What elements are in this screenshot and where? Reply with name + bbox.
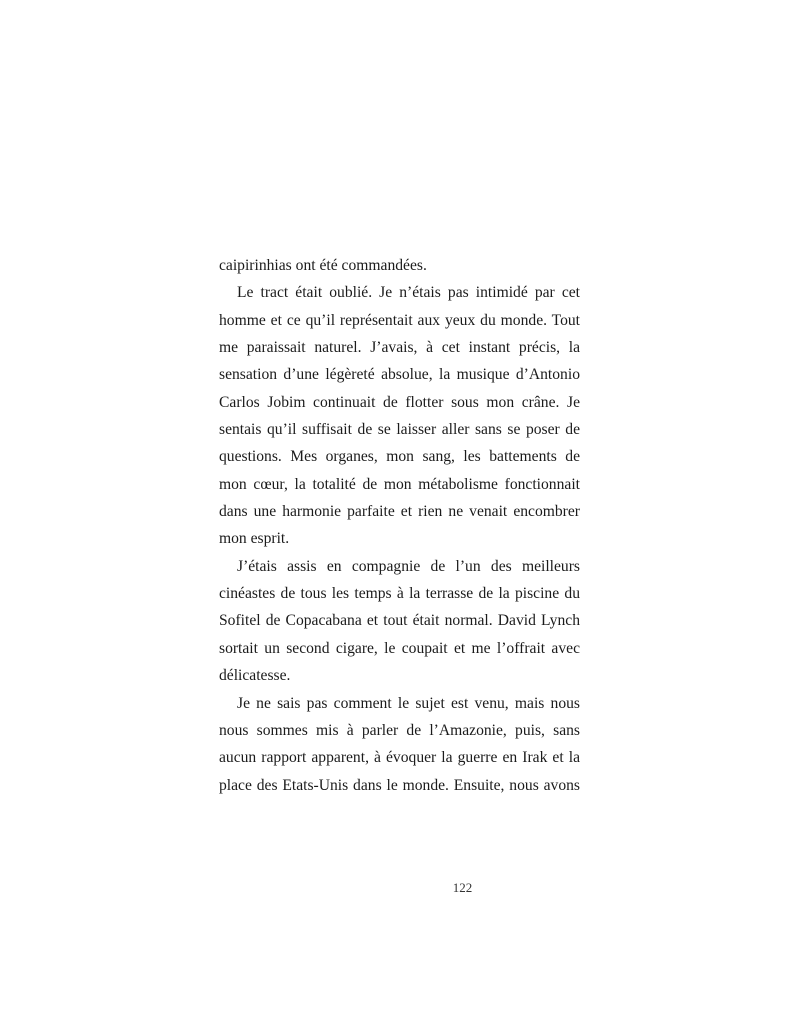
paragraph <box>219 553 580 690</box>
text-line: caipirinhias ont été commandées. <box>219 257 427 274</box>
text-line: cinéastes de tous les temps à la terrasse de la piscine du <box>219 585 580 603</box>
text-line: me paraissait naturel. J’avais, à cet instant précis, la <box>219 339 580 357</box>
text-line: délicatesse. <box>219 667 291 685</box>
paragraph <box>219 690 580 799</box>
text-line: aucun rapport apparent, à évoquer la guerre en Irak et la <box>219 749 580 767</box>
text-line: dans une harmonie parfaite et rien ne venait encombrer <box>219 503 580 521</box>
text-line: homme et ce qu’il représentait aux yeux du monde. Tout <box>219 311 580 329</box>
paragraph <box>219 279 580 552</box>
text-line: Sofitel de Copacabana et tout était normal. David Lynch <box>219 612 580 630</box>
text-line: place des Etats-Unis dans le monde. Ensuite, nous avons <box>219 776 580 794</box>
text-line: mon esprit. <box>219 530 290 548</box>
text-line: Je ne sais pas comment le sujet est venu, mais nous <box>237 694 580 712</box>
text-line: questions. Mes organes, mon sang, les battements de <box>219 448 580 466</box>
page-number: 122 <box>452 880 473 895</box>
text-line: sortait un second cigare, le coupait et me l’offrait avec <box>219 639 580 657</box>
text-block <box>219 252 580 799</box>
text-line: sensation d’une légèreté absolue, la musique d’Antonio <box>219 366 580 384</box>
text-line: sentais qu’il suffisait de se laisser aller sans se poser de <box>219 421 580 439</box>
text-line: Le tract était oublié. Je n’étais pas intimidé par cet <box>237 284 580 302</box>
text-line: nous sommes mis à parler de l’Amazonie, puis, sans <box>219 721 580 739</box>
paragraph <box>219 252 580 279</box>
text-line: Carlos Jobim continuait de flotter sous mon crâne. Je <box>219 393 580 411</box>
text-line: J’étais assis en compagnie de l’un des meilleurs <box>237 557 580 575</box>
text-line: mon cœur, la totalité de mon métabolisme fonctionnait <box>219 475 580 493</box>
